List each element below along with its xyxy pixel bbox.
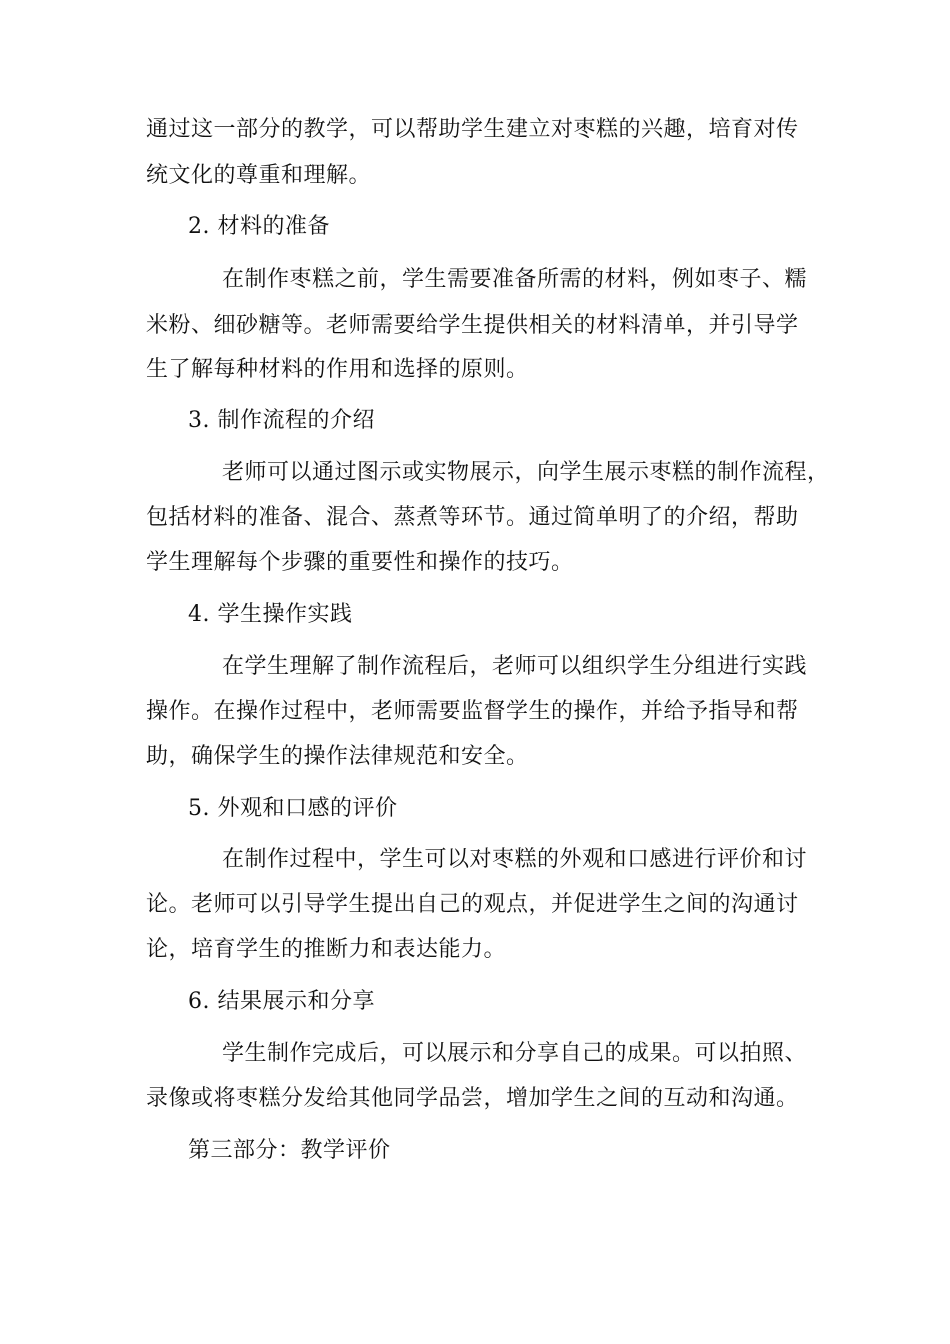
paragraph-line: 学生理解每个步骤的重要性和操作的技巧。 — [146, 550, 574, 575]
paragraph-line: 在制作过程中，学生可以对枣糕的外观和口感进行评价和讨 — [222, 847, 808, 872]
paragraph-line: 生了解每种材料的作用和选择的原则。 — [146, 357, 529, 382]
section-heading: 4. 学生操作实践 — [188, 602, 353, 627]
intro-line: 通过这一部分的教学，可以帮助学生建立对枣糕的兴趣，培育对传 — [146, 117, 799, 142]
paragraph-line: 助，确保学生的操作法律规范和安全。 — [146, 744, 529, 769]
paragraph-line: 学生制作完成后，可以展示和分享自己的成果。可以拍照、 — [222, 1041, 808, 1066]
paragraph-line: 老师可以通过图示或实物展示，向学生展示枣糕的制作流程， — [222, 460, 830, 485]
section-heading: 2. 材料的准备 — [188, 214, 330, 239]
paragraph-line: 包括材料的准备、混合、蒸煮等环节。通过简单明了的介绍，帮助 — [146, 505, 799, 530]
intro-line: 统文化的尊重和理解。 — [146, 163, 372, 188]
paragraph-line: 米粉、细砂糖等。老师需要给学生提供相关的材料清单，并引导学 — [146, 313, 799, 338]
part-heading: 第三部分：教学评价 — [188, 1138, 391, 1163]
section-heading: 6. 结果展示和分享 — [188, 989, 375, 1014]
section-heading: 5. 外观和口感的评价 — [188, 796, 398, 821]
paragraph-line: 在学生理解了制作流程后，老师可以组织学生分组进行实践 — [222, 654, 808, 679]
paragraph-line: 录像或将枣糕分发给其他同学品尝，增加学生之间的互动和沟通。 — [146, 1086, 799, 1111]
paragraph-line: 论。老师可以引导学生提出自己的观点，并促进学生之间的沟通讨 — [146, 892, 799, 917]
paragraph-line: 操作。在操作过程中，老师需要监督学生的操作，并给予指导和帮 — [146, 699, 799, 724]
paragraph-line: 在制作枣糕之前，学生需要准备所需的材料，例如枣子、糯 — [222, 267, 808, 292]
paragraph-line: 论，培育学生的推断力和表达能力。 — [146, 937, 507, 962]
section-heading: 3. 制作流程的介绍 — [188, 408, 375, 433]
